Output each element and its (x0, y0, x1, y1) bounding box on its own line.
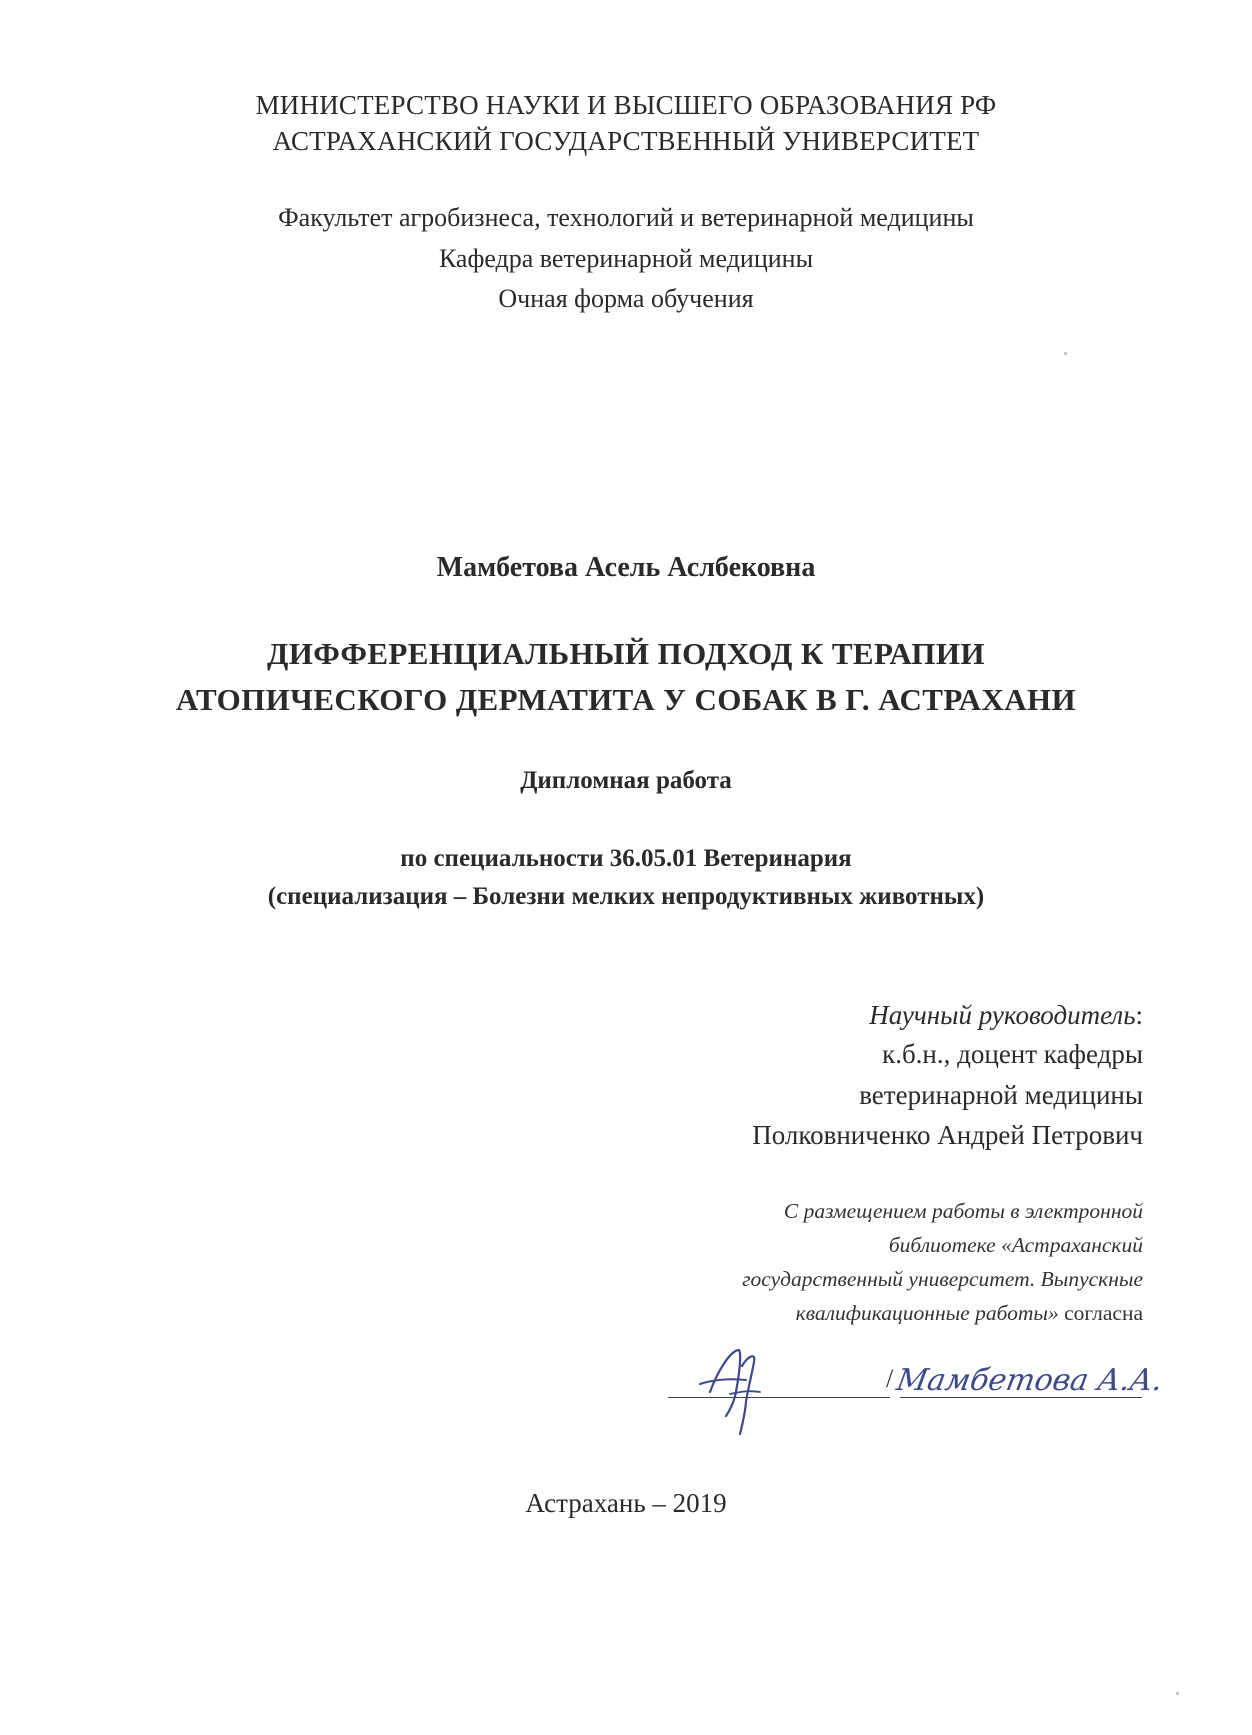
faculty-name: Факультет агробизнеса, технологий и ветеринарной медицины (278, 203, 974, 232)
city-year: Астрахань – 2019 (525, 1488, 727, 1518)
consent-line-3: государственный университет. Выпускные (742, 1267, 1143, 1291)
supervisor-label-text: Научный руководитель (869, 1000, 1136, 1030)
handwritten-signature (690, 1340, 780, 1440)
supervisor-department: ветеринарной медицины (859, 1080, 1143, 1110)
supervisor-label-colon: : (1135, 1000, 1143, 1030)
thesis-title-line-2: АТОПИЧЕСКОГО ДЕРМАТИТА У СОБАК В Г. АСТРАХАНИ (175, 682, 1077, 717)
specialty-line-1: по специальности 36.05.01 Ветеринария (400, 845, 852, 872)
ministry-name: МИНИСТЕРСТВО НАУКИ И ВЫСШЕГО ОБРАЗОВАНИЯ РФ (255, 90, 997, 120)
handwritten-name-text: Мамбетова А.А. (893, 1363, 1166, 1398)
thesis-title-line-1: ДИФФЕРЕНЦИАЛЬНЫЙ ПОДХОД К ТЕРАПИИ (267, 636, 985, 671)
consent-line-4-italic: квалификационные работы» (795, 1301, 1059, 1325)
signature-separator: / (886, 1364, 894, 1393)
consent-line-1: С размещением работы в электронной (783, 1199, 1143, 1223)
consent-line-4 (796, 1301, 1143, 1326)
consent-line-4-plain: согласна (1058, 1301, 1143, 1325)
study-form: Очная форма обучения (498, 284, 754, 313)
supervisor-degree: к.б.н., доцент кафедры (882, 1039, 1143, 1069)
work-type: Дипломная работа (520, 767, 732, 794)
university-name: АСТРАХАНСКИЙ ГОСУДАРСТВЕННЫЙ УНИВЕРСИТЕТ (272, 126, 980, 156)
scan-speck (1176, 1692, 1179, 1695)
supervisor-label (869, 1000, 1143, 1031)
handwritten-name (893, 1352, 1166, 1402)
scan-speck (1064, 352, 1067, 355)
department-name: Кафедра ветеринарной медицины (438, 244, 814, 273)
supervisor-name: Полковниченко Андрей Петрович (752, 1120, 1143, 1150)
author-name: Мамбетова Асель Аслбековна (436, 552, 816, 583)
specialty-line-2: (специализация – Болезни мелких непродуктивных животных) (267, 883, 985, 910)
consent-line-2: библиотеке «Астраханский (888, 1233, 1143, 1257)
